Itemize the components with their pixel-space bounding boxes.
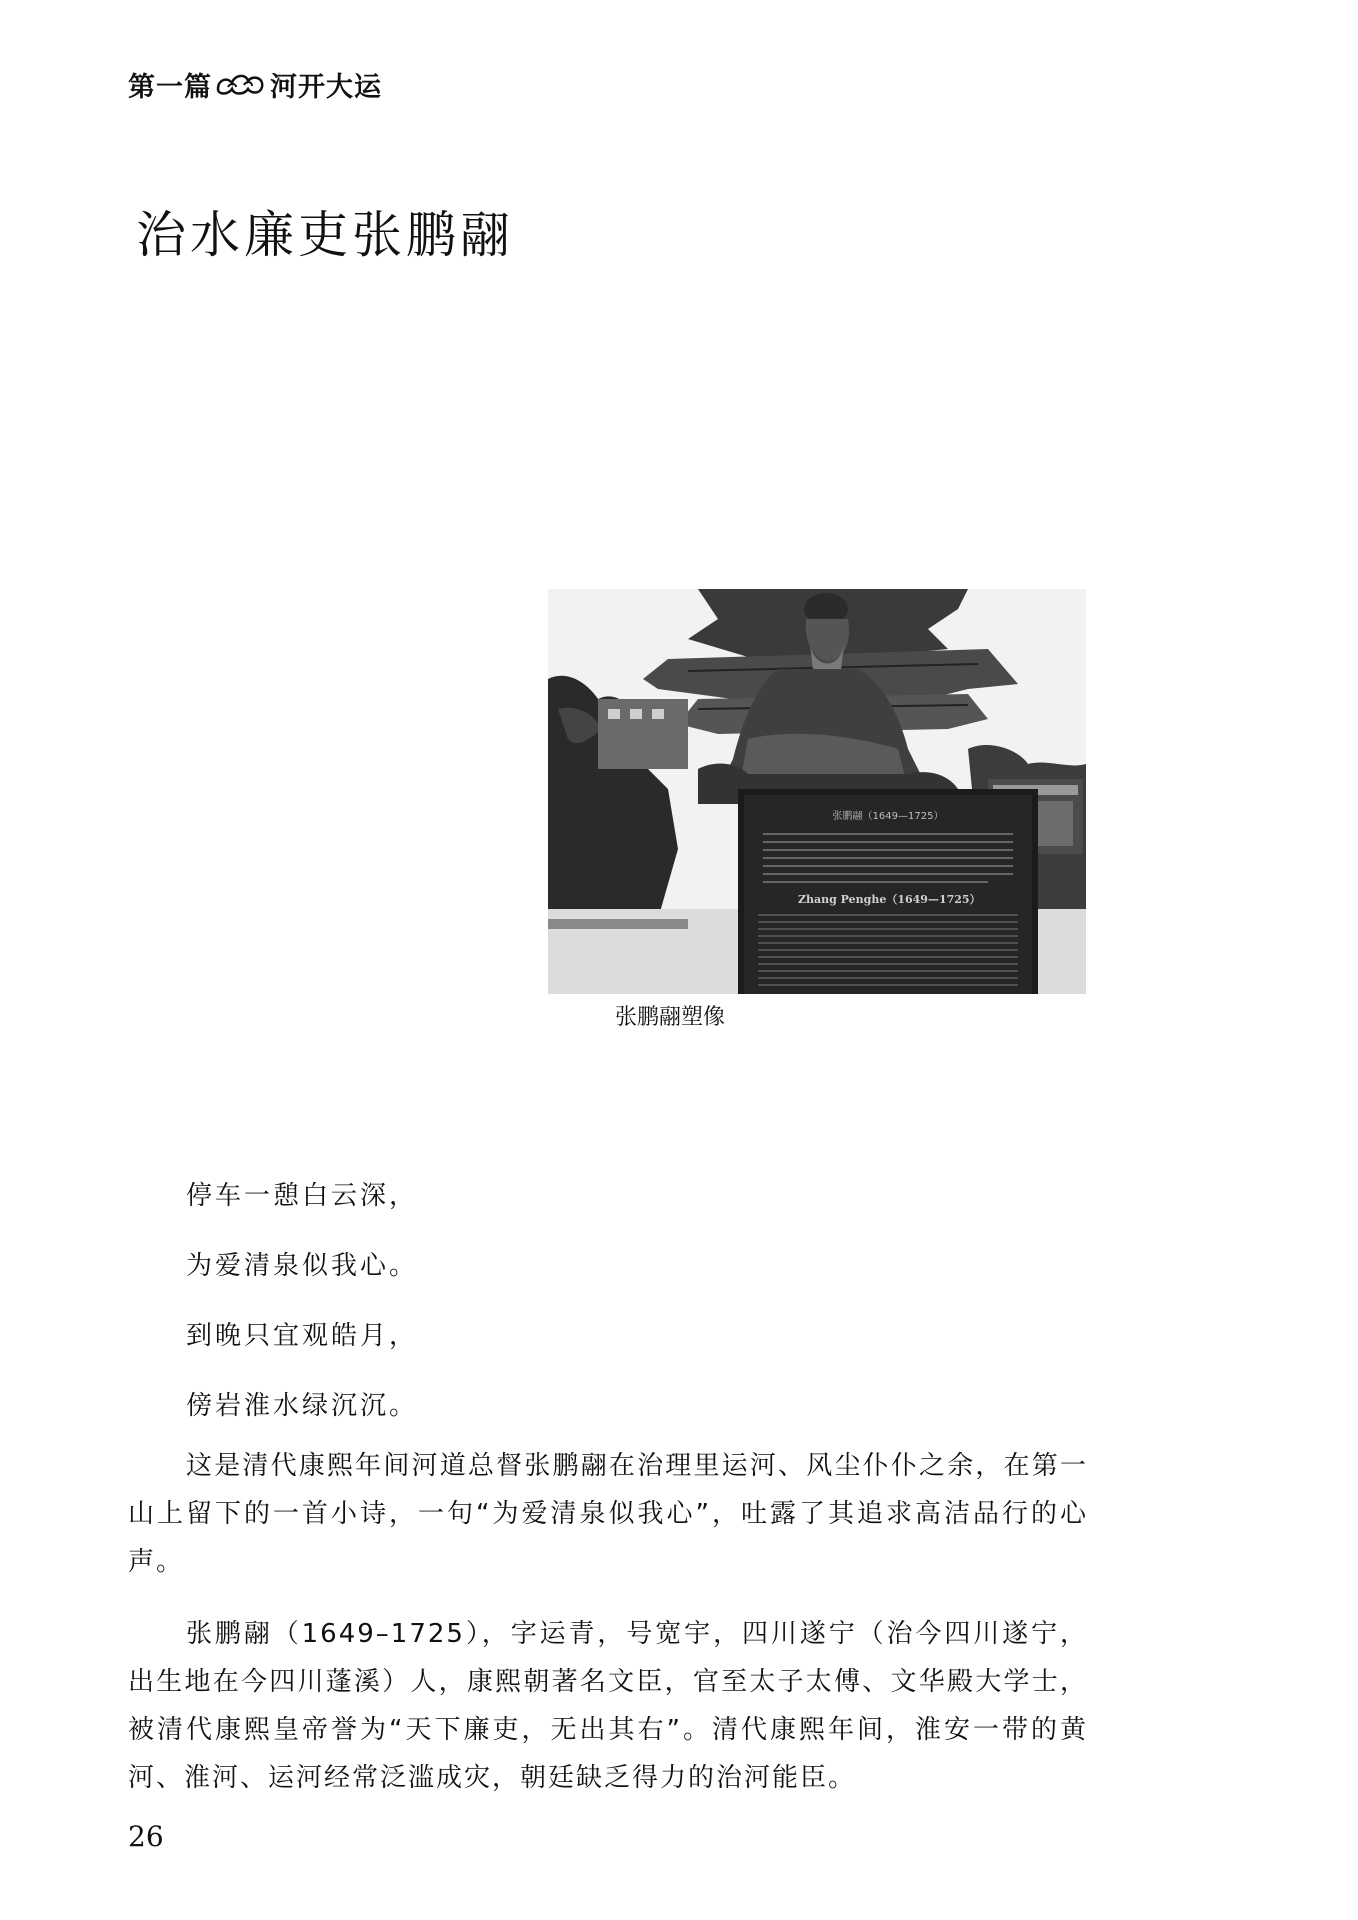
running-header: [128, 64, 382, 104]
statue-photo-image: [548, 589, 1086, 994]
section-label: 河开大运: [270, 71, 382, 103]
poem-line: 到晚只宜观皓月，: [186, 1321, 419, 1351]
figure-caption: 张鹏翮塑像: [614, 1005, 725, 1030]
poem-line: 为爱清泉似我心。: [186, 1251, 419, 1281]
plaque-heading: 张鹏翮（1649—1725）: [832, 811, 944, 822]
chapter-title: 治水廉吏张鹏翮: [136, 206, 514, 264]
plaque-heading-en: Zhang Penghe（1649—1725）: [798, 893, 981, 906]
page-number: 26: [128, 1820, 164, 1853]
cloud-ornament-icon: [214, 69, 268, 99]
statue-photo: [548, 589, 1086, 994]
poem-line: 傍岩淮水绿沉沉。: [186, 1391, 419, 1421]
body-text: [128, 1442, 1088, 1826]
poem-line: 停车一憩白云深，: [186, 1181, 419, 1211]
paragraph: 张鹏翮（1649–1725），字运青，号宽宇，四川遂宁（治今四川遂宁，出生地在今四川蓬溪）人，康熙朝著名文臣，官至太子太傅、文华殿大学士，被清代康熙皇帝誉为“天下廉吏，无出其右”。清代康熙年间，淮安一带的黄河、淮河、运河经常泛滥成灾，朝廷缺乏得力的治河能臣。: [128, 1619, 1088, 1793]
part-label: 第一篇: [128, 71, 212, 103]
paragraph: 这是清代康熙年间河道总督张鹏翮在治理里运河、风尘仆仆之余，在第一山上留下的一首小诗，一句“为爱清泉似我心”，吐露了其追求高洁品行的心声。: [128, 1451, 1088, 1577]
poem: [186, 1178, 418, 1458]
